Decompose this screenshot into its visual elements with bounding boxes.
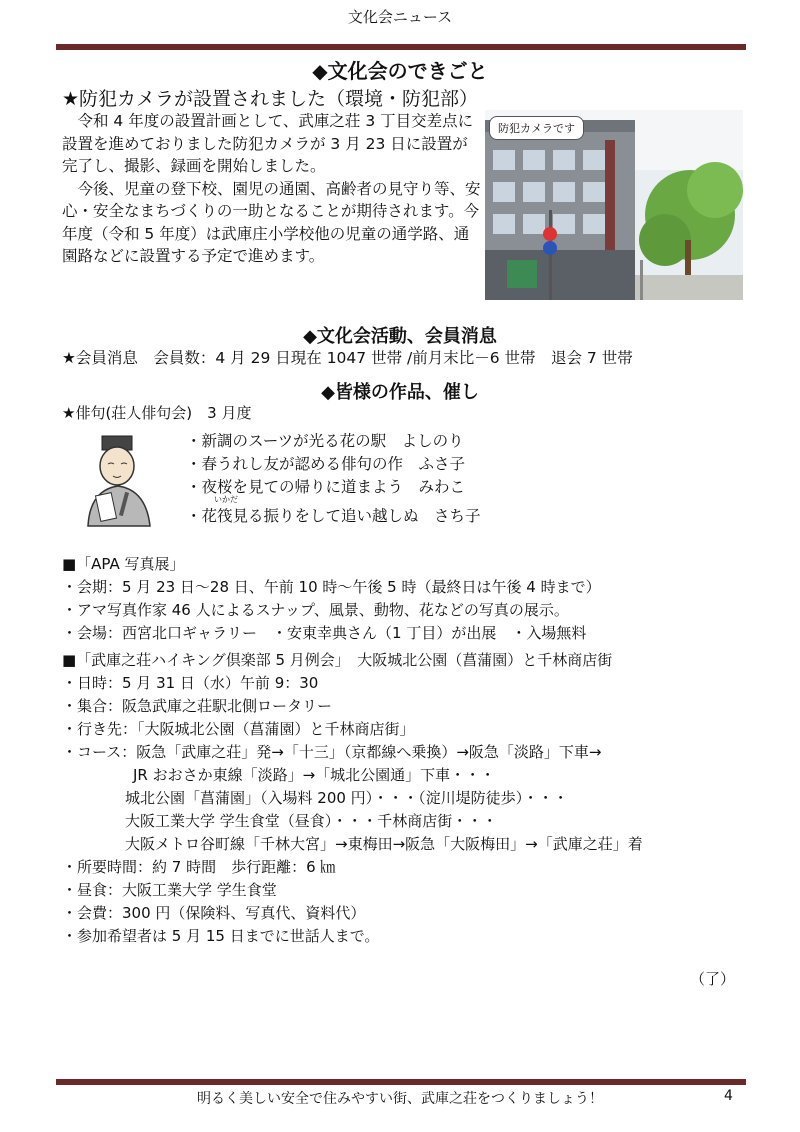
hiking-title: ■「武庫之荘ハイキング倶楽部 5 月例会」 大阪城北公園（菖蒲園）と千林商店街 (62, 651, 613, 669)
camera-photo (485, 110, 743, 300)
hiking-line: ・行き先：「大阪城北公園（菖蒲園）と千林商店街」 (62, 720, 415, 738)
haiku-line: ・夜桜を見ての帰りに道まよう みわこ (186, 478, 466, 496)
section-heading-activities: ◆文化会活動、会員消息 (303, 326, 497, 347)
hiking-course-cont: JR おおさか東線「淡路」→「城北公園通」下車・・・ (133, 766, 496, 784)
apa-line: ・会期：5 月 23 日～28 日、午前 10 時～午後 5 時（最終日は午後 4 時まで） (62, 578, 601, 596)
haiku-line: ・新調のスーツが光る花の駅 よしのり (186, 432, 464, 450)
section-heading-events: ◆文化会のできごと (312, 59, 488, 83)
poet-icon (80, 428, 156, 528)
hiking-course: ・コース：阪急「武庫之荘」発→「十三」（京都線へ乗換）→阪急「淡路」下車→ (62, 743, 602, 761)
apa-line: ・会場：西宮北口ギャラリー ・安東幸典さん（1 丁目）が出展 ・入場無料 (62, 624, 587, 642)
hiking-line: ・集合：阪急武庫之荘駅北側ロータリー (62, 697, 333, 715)
hiking-course-cont: 大阪工業大学 学生食堂（昼食）・・・千林商店街・・・ (125, 812, 498, 830)
ruby-reading: いかだ (214, 495, 238, 504)
hiking-course-cont: 大阪メトロ谷町線「千林大宮」→東梅田→阪急「大阪梅田」→「武庫之荘」着 (125, 835, 643, 853)
apa-title: ■「APA 写真展」 (62, 555, 185, 573)
page-number: 4 (724, 1088, 733, 1104)
footer-slogan: 明るく美しい安全で住みやすい街、武庫之荘をつくりましょう！ (197, 1091, 603, 1107)
hiking-line: ・参加希望者は 5 月 15 日までに世話人まで。 (62, 927, 380, 945)
article-title: ★防犯カメラが設置されました（環境・防犯部） (62, 88, 479, 110)
member-news: ★会員消息 会員数：4 月 29 日現在 1047 世帯 /前月末比－6 世帯 退会 7 世帯 (62, 349, 633, 367)
article-paragraph: 令和 4 年度の設置計画として、武庫之荘 3 丁目交差点に設置を進めておりました防犯カメラが 3 月 23 日に設置が完了し、撮影、録画を開始しました。 (62, 112, 474, 175)
hiking-line: ・日時：5 月 31 日（水）午前 9：30 (62, 674, 319, 692)
photo-caption: 防犯カメラです (489, 116, 584, 140)
footer-divider (56, 1079, 746, 1085)
haiku-line: ・春うれし友が認める俳句の作 ふさ子 (186, 455, 466, 473)
haiku-title: ★俳句(荘人俳句会) 3 月度 (62, 404, 252, 422)
hiking-line: ・会費：300 円（保険料、写真代、資料代） (62, 904, 366, 922)
hiking-line: ・所要時間：約 7 時間 歩行距離：6 ㎞ (62, 858, 336, 876)
haiku-line: ・花筏見る振りをして追い越しぬ さち子 (186, 507, 481, 525)
hiking-course-cont: 城北公園「菖蒲園」（入場料 200 円）・・・（淀川堤防徒歩）・・・ (125, 789, 569, 807)
hiking-line: ・昼食：大阪工業大学 学生食堂 (62, 881, 277, 899)
newsletter-title: 文化会ニュース (347, 8, 453, 26)
section-heading-works: ◆皆様の作品、催し (321, 382, 479, 403)
end-mark: （了） (690, 970, 736, 988)
poet-illustration (80, 428, 156, 528)
apa-line: ・アマ写真作家 46 人によるスナップ、風景、動物、花などの写真の展示。 (62, 601, 569, 619)
article-body (62, 110, 482, 268)
article-paragraph: 今後、児童の登下校、園児の通園、高齢者の見守り等、安心・安全なまちづくりの一助となることが期待されます。今年度（令和 5 年度）は武庫庄小学校他の児童の通学路、通園路などに設置する予定で進めます。 (62, 179, 481, 265)
header-divider (56, 44, 746, 50)
